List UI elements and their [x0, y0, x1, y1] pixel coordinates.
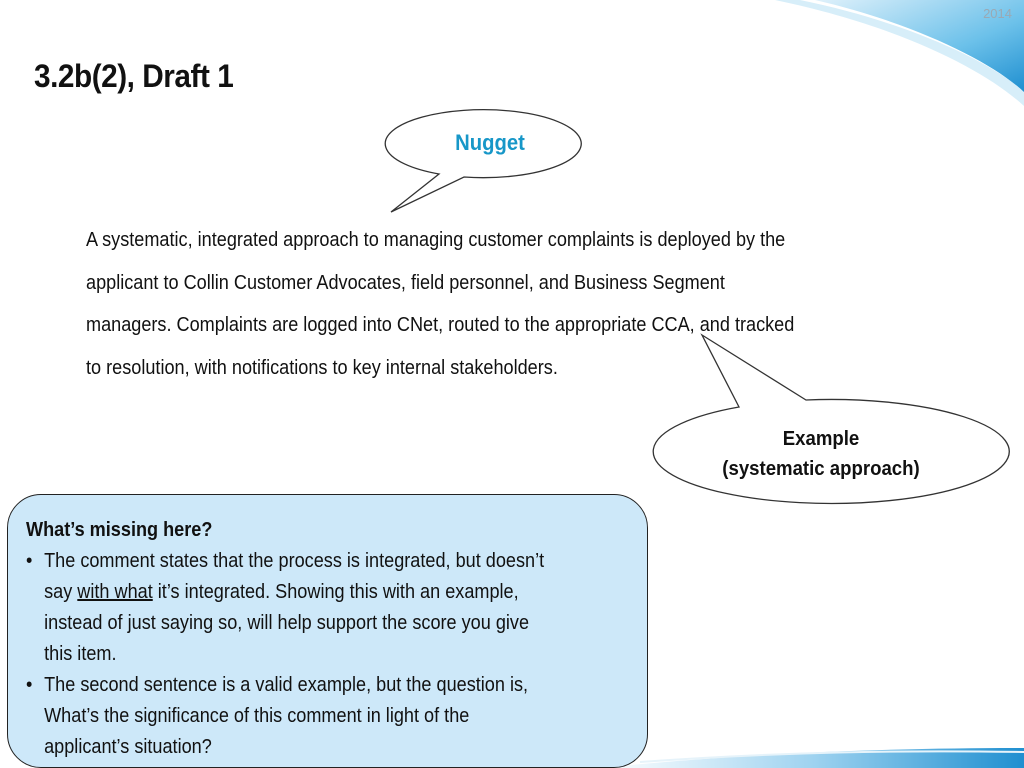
- bullet-text-segment: it’s integrated. Showing this with an example,: [152, 581, 519, 603]
- note-bullet: [26, 546, 623, 670]
- comment-line: managers. Complaints are logged into CNet, routed to the appropriate CCA, and tracked: [86, 314, 795, 336]
- bullet-line: instead of just saying so, will help support the score you give: [44, 612, 530, 634]
- underlined-phrase: with what: [77, 581, 153, 603]
- bullet-line: The comment states that the process is integrated, but doesn’t: [44, 550, 545, 572]
- example-label-line: Example: [782, 428, 860, 450]
- missing-note-box: [7, 494, 648, 768]
- note-heading: What’s missing here?: [26, 519, 213, 541]
- comment-line: to resolution, with notifications to key internal stakeholders.: [86, 356, 558, 379]
- example-label-line: (systematic approach): [722, 458, 920, 480]
- comment-line: applicant to Collin Customer Advocates, field personnel, and Business Segment: [86, 271, 725, 294]
- comment-line: A systematic, integrated approach to managing customer complaints is deployed by the: [86, 229, 786, 251]
- note-bullet: [26, 670, 623, 763]
- year-label: 2014: [983, 6, 1012, 21]
- bullet-line: What’s the significance of this comment in light of the: [44, 705, 470, 727]
- nugget-callout-label: Nugget: [455, 130, 525, 155]
- example-callout-label: [655, 424, 988, 484]
- slide-title: 3.2b(2), Draft 1: [34, 58, 234, 94]
- bullet-marker: •: [26, 550, 33, 572]
- bullet-marker: •: [26, 674, 33, 696]
- bullet-text-segment: say: [44, 581, 78, 603]
- bullet-line: this item.: [44, 643, 117, 665]
- bullet-line: [44, 577, 623, 608]
- bullet-line: applicant’s situation?: [44, 736, 212, 758]
- nugget-callout-bubble: [385, 110, 581, 212]
- bullet-line: The second sentence is a valid example, but the question is,: [44, 674, 529, 696]
- feedback-comment: [86, 219, 882, 389]
